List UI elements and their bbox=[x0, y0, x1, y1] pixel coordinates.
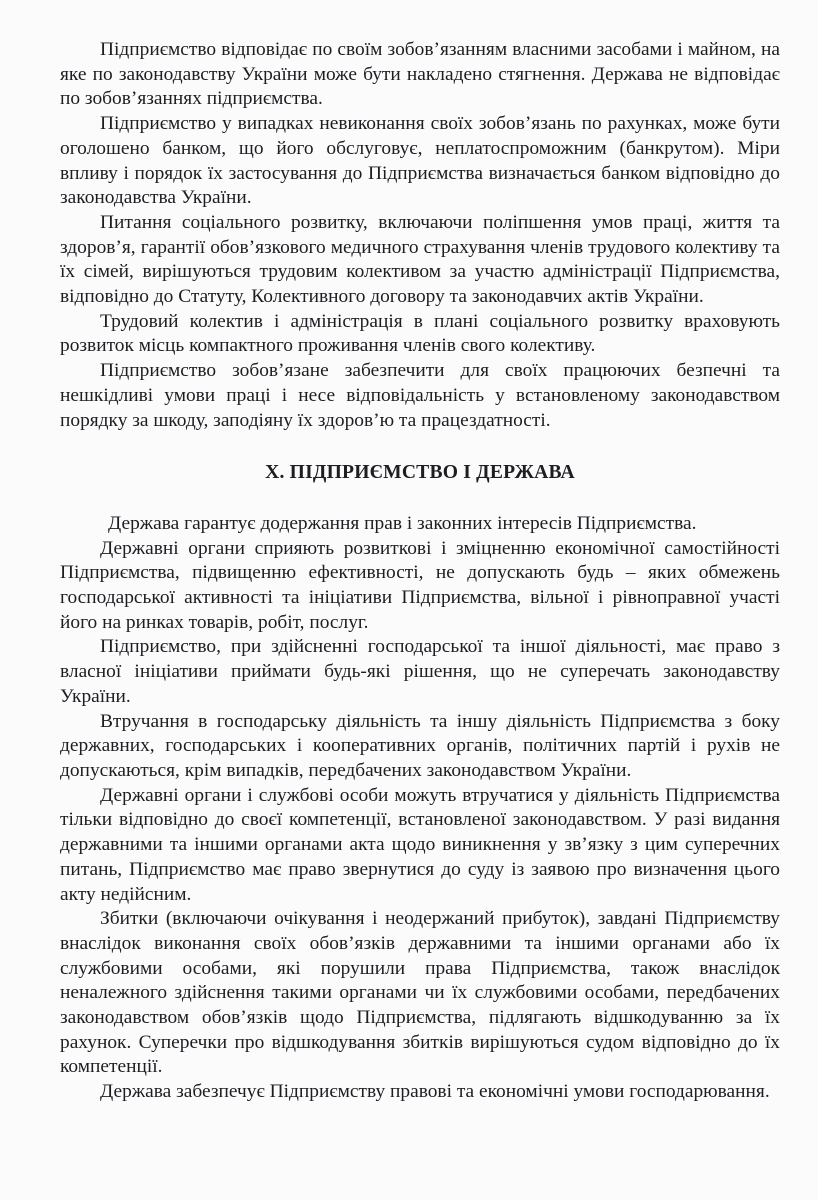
paragraph-competence: Державні органи і службові особи можуть втручатися у діяльність Підприємства тільки відповідно до своєї компетенції, встановленої законодавством. У разі видання державними та іншими органами акта щодо виникнення у зв’язку з цим суперечних питань, Підприємство має право звернутися до суду із заявою про визначення цього акту недійсним. bbox=[60, 784, 780, 905]
paragraph-no-interference: Втручання в господарську діяльність та іншу діяльність Підприємства з боку державних, господарських і кооперативних органів, політичних партій і рухів не допускаються, крім випадків, передбачених законодавством України. bbox=[60, 710, 780, 781]
paragraph-social-development: Питання соціального розвитку, включаючи поліпшення умов праці, життя та здоров’я, гарантії обов’язкового медичного страхування членів трудового колективу та їх сімей, вирішуються трудовим колективом за участю адміністрації Підприємства, відповідно до Статуту, Колективного договору та законодавчих актів України. bbox=[60, 211, 780, 308]
paragraph-bankruptcy: Підприємство у випадках невиконання своїх зобов’язань по рахунках, може бути оголошено банком, що його обслуговує, неплатоспроможним (банкрутом). Міри впливу і порядок їх застосування до Підприємства визначається банком відповідно до законодавства України. bbox=[60, 113, 780, 209]
section-heading: X. ПІДПРИЄМСТВО І ДЕРЖАВА bbox=[265, 462, 575, 484]
paragraph-state-bodies-support: Державні органи сприяють розвиткові і зміцненню економічної самостійності Підприємства, підвищенню ефективності, не допускають будь – яких обмежень господарської активності та ініціативи Підприємства, вільної і рівноправної участі його на ринках товарів, робіт, послуг. bbox=[60, 537, 780, 633]
paragraph-state-guarantee: Держава гарантує додержання прав і законних інтересів Підприємства. bbox=[108, 512, 697, 534]
paragraph-safe-conditions: Підприємство зобов’язане забезпечити для своїх працюючих безпечні та нешкідливі умови праці і несе відповідальність у встановленому законодавством порядку за шкоду, заподіяну їх здоров’ю та працездатності. bbox=[60, 360, 780, 431]
paragraph-enterprise-decisions: Підприємство, при здійсненні господарської та іншої діяльності, має право з власної ініціативи приймати будь-які рішення, що не суперечать законодавству України. bbox=[60, 636, 780, 707]
paragraph-state-provides: Держава забезпечує Підприємству правові та економічні умови господарювання. bbox=[100, 1081, 770, 1103]
paragraph-collective-plan: Трудовий колектив і адміністрація в плані соціального розвитку враховують розвиток місць компактного проживання членів свого колективу. bbox=[60, 310, 780, 357]
paragraph-damages: Збитки (включаючи очікування і неодержаний прибуток), завдані Підприємству внаслідок виконання своїх обов’язків державними та іншими органами або їх службовими особами, які порушили права Підприємства, також внаслідок неналежного здійснення такими органами чи їх службовими особами, передбачених законодавством обов’язків щодо Підприємства, підлягають відшкодуванню за їх рахунок. Суперечки про відшкодування збитків вирішуються судом відповідно до їх компетенції. bbox=[60, 908, 780, 1078]
paragraph-liability: Підприємство відповідає по своїм зобов’язанням власними засобами і майном, на яке по законодавству України може бути накладено стягнення. Держава не відповідає по зобов’язаннях підприємства. bbox=[60, 39, 780, 110]
